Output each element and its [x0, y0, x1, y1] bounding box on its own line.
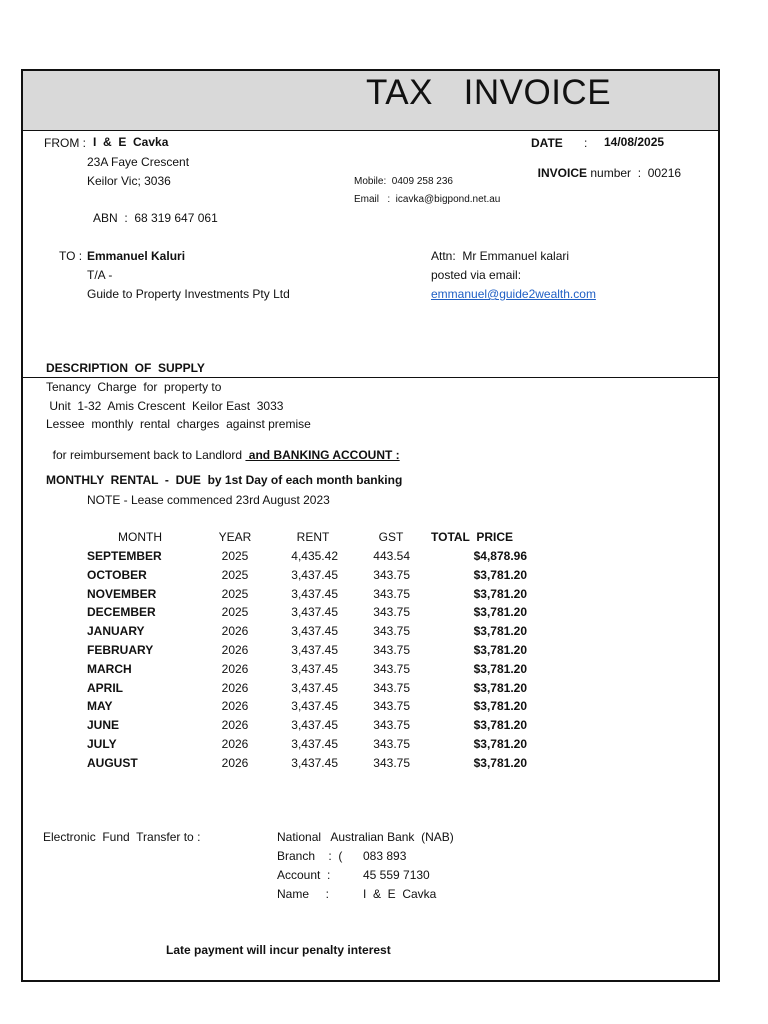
- cell-gst: 343.75: [373, 737, 410, 751]
- cell-rent: 3,437.45: [291, 756, 338, 770]
- from-abn: ABN : 68 319 647 061: [93, 211, 218, 225]
- account-value: 45 559 7130: [363, 868, 430, 882]
- cell-rent: 3,437.45: [291, 587, 338, 601]
- cell-rent: 3,437.45: [291, 643, 338, 657]
- cell-gst: 343.75: [373, 662, 410, 676]
- header-rent: RENT: [296, 530, 330, 544]
- cell-total: $3,781.20: [473, 756, 527, 770]
- cell-gst: 343.75: [373, 568, 410, 582]
- from-email: Email : icavka@bigpond.net.au: [354, 194, 501, 205]
- date-value: 14/08/2025: [604, 135, 665, 149]
- description-line-4-text: for reimbursement back to Landlord: [52, 448, 246, 462]
- late-payment-notice: Late payment will incur penalty interest: [166, 943, 391, 957]
- posted-via-email: posted via email:: [431, 268, 522, 282]
- cell-total: $3,781.20: [473, 643, 527, 657]
- cell-rent: 3,437.45: [291, 681, 338, 695]
- account-name-value: I & E Cavka: [363, 887, 437, 901]
- cell-year: 2026: [221, 662, 249, 676]
- invoice-label: INVOICE: [537, 166, 588, 180]
- description-line-4: [46, 437, 400, 461]
- cell-total: $3,781.20: [473, 624, 527, 638]
- description-heading: DESCRIPTION OF SUPPLY: [46, 361, 205, 375]
- cell-month: SEPTEMBER: [87, 549, 162, 563]
- cell-month: DECEMBER: [87, 605, 156, 619]
- description-divider: [23, 377, 718, 378]
- cell-month: FEBRUARY: [87, 643, 154, 657]
- cell-year: 2026: [221, 699, 249, 713]
- cell-year: 2026: [221, 737, 249, 751]
- banking-account-label: and BANKING ACCOUNT :: [245, 448, 400, 462]
- cell-month: MAY: [87, 699, 113, 713]
- invoice-number: [531, 155, 681, 179]
- from-label: FROM :: [44, 136, 86, 150]
- description-line-1: Tenancy Charge for property to: [46, 380, 222, 394]
- cell-total: $4,878.96: [473, 549, 527, 563]
- cell-total: $3,781.20: [473, 662, 527, 676]
- cell-total: $3,781.20: [473, 699, 527, 713]
- cell-total: $3,781.20: [473, 681, 527, 695]
- cell-rent: 3,437.45: [291, 699, 338, 713]
- cell-year: 2026: [221, 624, 249, 638]
- invoice-frame: [21, 69, 720, 982]
- cell-month: APRIL: [87, 681, 123, 695]
- eft-label: Electronic Fund Transfer to :: [43, 830, 201, 844]
- header-gst: GST: [378, 530, 404, 544]
- cell-month: JUNE: [87, 718, 120, 732]
- cell-gst: 343.75: [373, 699, 410, 713]
- account-label: Account :: [277, 868, 331, 882]
- cell-month: AUGUST: [87, 756, 138, 770]
- header-month: MONTH: [118, 530, 162, 544]
- bank-name: National Australian Bank (NAB): [277, 830, 454, 844]
- cell-gst: 343.75: [373, 605, 410, 619]
- cell-month: OCTOBER: [87, 568, 147, 582]
- attention-line: Attn: Mr Emmanuel kalari: [431, 249, 570, 263]
- from-address-line2: Keilor Vic; 3036: [87, 174, 171, 188]
- from-address-line1: 23A Faye Crescent: [87, 155, 190, 169]
- header-total-price: TOTAL PRICE: [431, 530, 514, 544]
- cell-rent: 3,437.45: [291, 737, 338, 751]
- lease-note: NOTE - Lease commenced 23rd August 2023: [87, 493, 330, 507]
- to-trading-as: T/A -: [87, 268, 113, 282]
- cell-year: 2026: [221, 718, 249, 732]
- cell-year: 2026: [221, 681, 249, 695]
- monthly-rental-heading: MONTHLY RENTAL - DUE by 1st Day of each month banking: [46, 473, 403, 487]
- invoice-number-value: number : 00216: [587, 166, 682, 180]
- cell-year: 2026: [221, 756, 249, 770]
- cell-gst: 343.75: [373, 624, 410, 638]
- cell-gst: 343.75: [373, 587, 410, 601]
- cell-year: 2025: [221, 587, 249, 601]
- cell-rent: 3,437.45: [291, 624, 338, 638]
- description-line-3: Lessee monthly rental charges against premise: [46, 417, 311, 431]
- cell-total: $3,781.20: [473, 587, 527, 601]
- cell-month: NOVEMBER: [87, 587, 157, 601]
- cell-total: $3,781.20: [473, 718, 527, 732]
- cell-year: 2025: [221, 568, 249, 582]
- recipient-email-link[interactable]: emmanuel@guide2wealth.com: [431, 287, 596, 301]
- to-label: TO :: [59, 249, 83, 263]
- cell-rent: 4,435.42: [291, 549, 338, 563]
- cell-year: 2026: [221, 643, 249, 657]
- cell-rent: 3,437.45: [291, 662, 338, 676]
- date-separator: :: [584, 136, 588, 150]
- cell-rent: 3,437.45: [291, 605, 338, 619]
- cell-month: MARCH: [87, 662, 132, 676]
- cell-gst: 443.54: [373, 549, 410, 563]
- cell-gst: 343.75: [373, 718, 410, 732]
- cell-month: JULY: [87, 737, 117, 751]
- cell-gst: 343.75: [373, 756, 410, 770]
- cell-rent: 3,437.45: [291, 718, 338, 732]
- from-mobile: Mobile: 0409 258 236: [354, 176, 453, 187]
- date-label: DATE: [531, 136, 563, 150]
- branch-label: Branch : (: [277, 849, 343, 863]
- to-name: Emmanuel Kaluri: [87, 249, 186, 263]
- cell-year: 2025: [221, 605, 249, 619]
- cell-rent: 3,437.45: [291, 568, 338, 582]
- cell-gst: 343.75: [373, 643, 410, 657]
- cell-month: JANUARY: [87, 624, 145, 638]
- header-year: YEAR: [218, 530, 252, 544]
- invoice-title: TAX INVOICE: [366, 73, 612, 112]
- cell-total: $3,781.20: [473, 568, 527, 582]
- cell-gst: 343.75: [373, 681, 410, 695]
- branch-value: 083 893: [363, 849, 407, 863]
- cell-year: 2025: [221, 549, 249, 563]
- to-company: Guide to Property Investments Pty Ltd: [87, 287, 290, 301]
- account-name-label: Name :: [277, 887, 330, 901]
- description-line-2: Unit 1-32 Amis Crescent Keilor East 3033: [46, 399, 284, 413]
- from-name: I & E Cavka: [93, 135, 169, 149]
- cell-total: $3,781.20: [473, 737, 527, 751]
- cell-total: $3,781.20: [473, 605, 527, 619]
